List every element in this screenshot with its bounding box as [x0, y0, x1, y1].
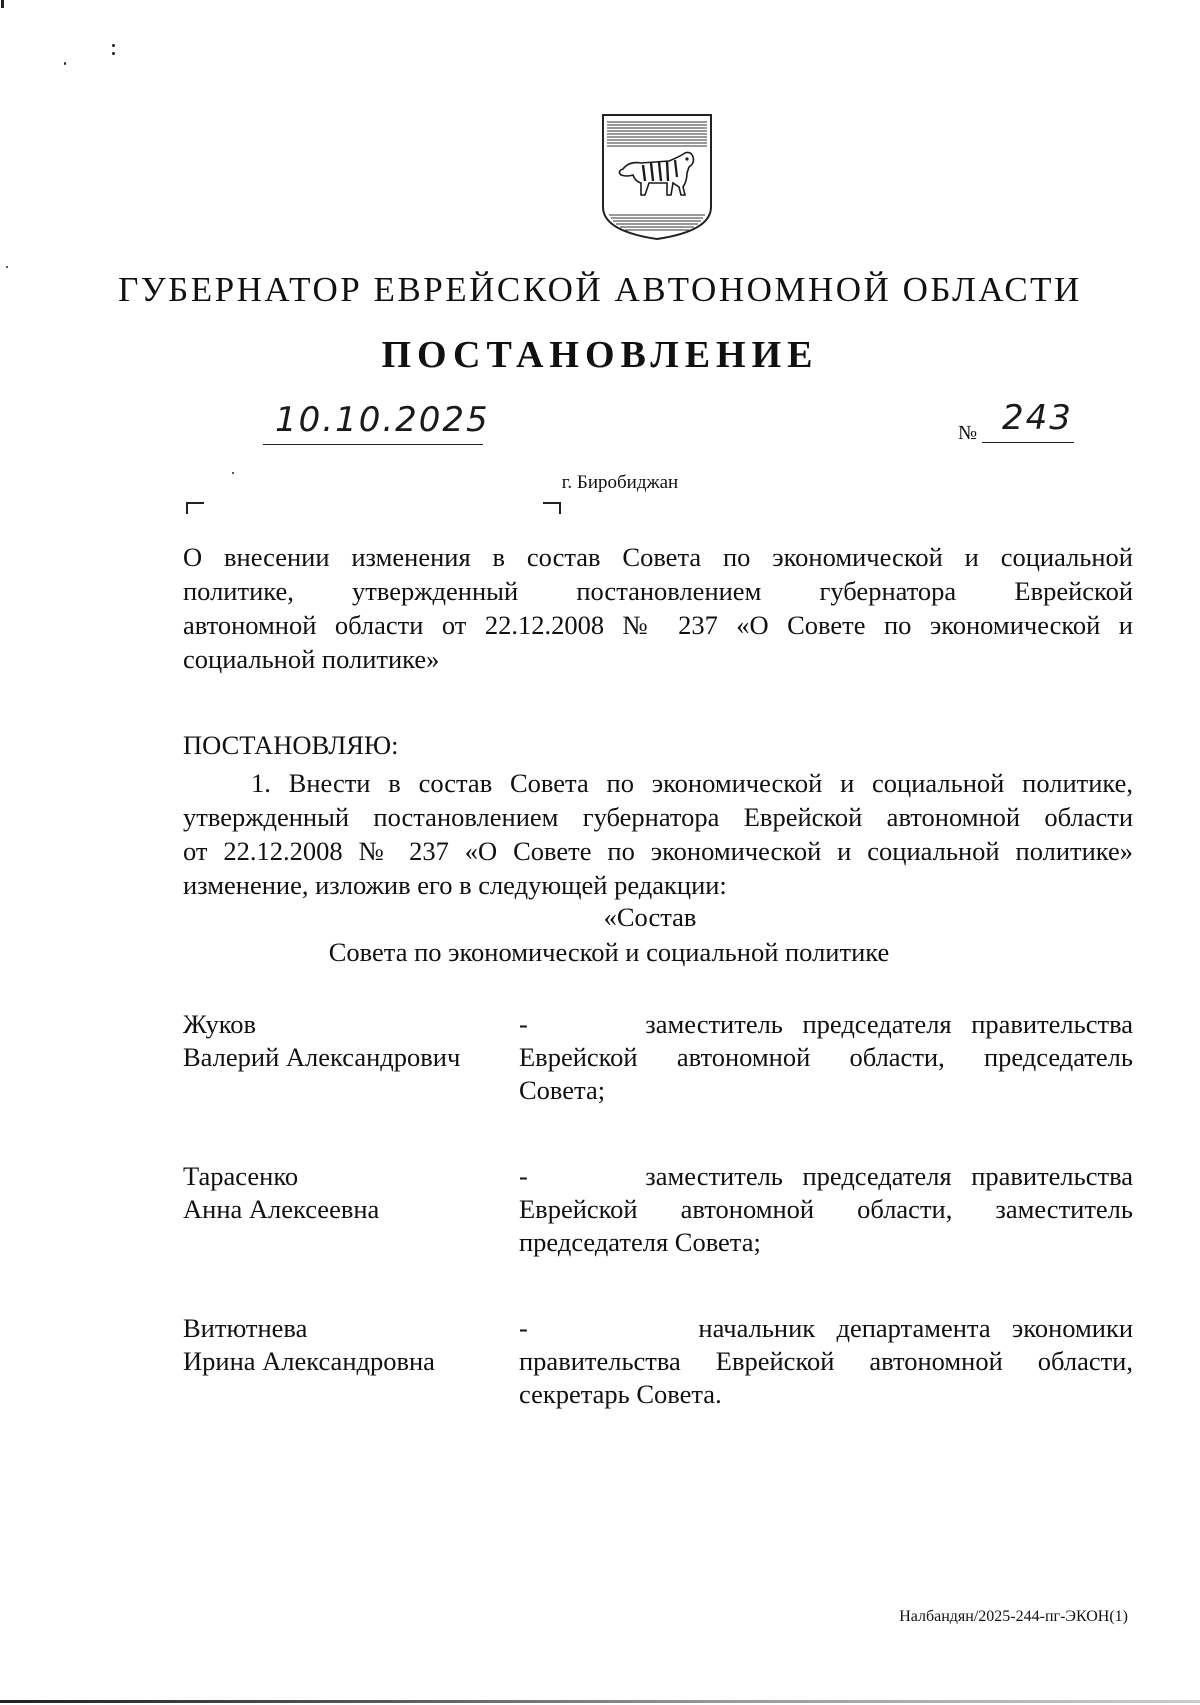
subject-line: социальной политике» — [183, 644, 440, 674]
member-role-line: председателя Совета; — [519, 1227, 761, 1257]
member-role-line: секретарь Совета. — [519, 1379, 722, 1409]
composition-title-line: «Состав — [603, 902, 697, 932]
member-name — [183, 1160, 503, 1226]
date-field — [263, 396, 490, 445]
number-field — [982, 396, 1074, 443]
document-footer-code: Налбандян/2025-244-пг-ЭКОН(1) — [899, 1608, 1128, 1625]
composition-title-line: Совета по экономической и социальной политике — [328, 937, 890, 967]
member-role-line: Еврейской автономной области, председатель — [519, 1042, 1133, 1072]
clause-line: 1. Внести в состав Совета по экономической и социальной политике, — [251, 768, 1133, 798]
document-type: ПОСТАНОВЛЕНИЕ — [381, 334, 819, 376]
scan-speck — [112, 44, 115, 47]
member-role-text: заместитель председателя правительства — [645, 1009, 1133, 1039]
subject-line: О внесении изменения в состав Совета по экономической и социальной — [183, 542, 1133, 572]
clause-line: изменение, изложив его в следующей редакции: — [183, 870, 727, 900]
member-role-line: Еврейской автономной области, заместитель — [519, 1194, 1133, 1224]
clause-1 — [183, 766, 1133, 902]
scan-speck — [6, 266, 8, 268]
scan-speck — [1, 0, 4, 8]
scan-bottom-edge — [0, 1700, 1200, 1703]
scan-speck — [112, 52, 115, 55]
city: г. Биробиджан — [561, 472, 679, 493]
clause-line: от 22.12.2008 № 237 «О Совете по экономической и социальной политике» — [183, 836, 1133, 866]
scan-speck — [64, 62, 66, 65]
decree-word: ПОСТАНОВЛЯЮ: — [183, 730, 399, 760]
member-surname: Жуков — [183, 1009, 256, 1039]
member-role-line — [519, 1008, 1133, 1041]
member-name — [183, 1008, 503, 1074]
member-dash: - — [519, 1313, 528, 1343]
member-dash: - — [519, 1009, 528, 1039]
member-role-text: заместитель председателя правительства — [645, 1161, 1133, 1191]
subject-corner-right — [543, 502, 561, 514]
handwritten-date: 10.10.2025 — [275, 400, 490, 440]
subject-line: политике, утвержденный постановлением губернатора Еврейской — [183, 576, 1133, 606]
member-role — [519, 1008, 1133, 1107]
coat-of-arms-emblem — [599, 111, 715, 243]
composition-title — [0, 900, 1200, 970]
clause-line: утвержденный постановлением губернатора Еврейской автономной области — [183, 802, 1133, 832]
member-given-names: Валерий Александрович — [183, 1042, 461, 1072]
member-role-text: начальник департамента экономики — [698, 1313, 1134, 1343]
member-surname: Витютнева — [183, 1313, 308, 1343]
member-role-line — [519, 1160, 1133, 1193]
member-name — [183, 1312, 503, 1378]
member-surname: Тарасенко — [183, 1161, 299, 1191]
issuing-authority: ГУБЕРНАТОР ЕВРЕЙСКОЙ АВТОНОМНОЙ ОБЛАСТИ — [118, 270, 1082, 309]
subject-corner-left — [186, 502, 204, 514]
document-subject — [183, 540, 1133, 676]
member-given-names: Ирина Александровна — [183, 1346, 435, 1376]
member-role — [519, 1312, 1133, 1411]
member-given-names: Анна Алексеевна — [183, 1194, 380, 1224]
subject-line: автономной области от 22.12.2008 № 237 «О Совете по экономической и — [183, 610, 1133, 640]
number-label: № — [958, 422, 978, 444]
member-role-line: правительства Еврейской автономной области, — [519, 1346, 1133, 1376]
member-role-line — [519, 1312, 1133, 1345]
member-role — [519, 1160, 1133, 1259]
member-role-line: Совета; — [519, 1075, 606, 1105]
member-dash: - — [519, 1161, 528, 1191]
handwritten-number: 243 — [1002, 398, 1073, 438]
